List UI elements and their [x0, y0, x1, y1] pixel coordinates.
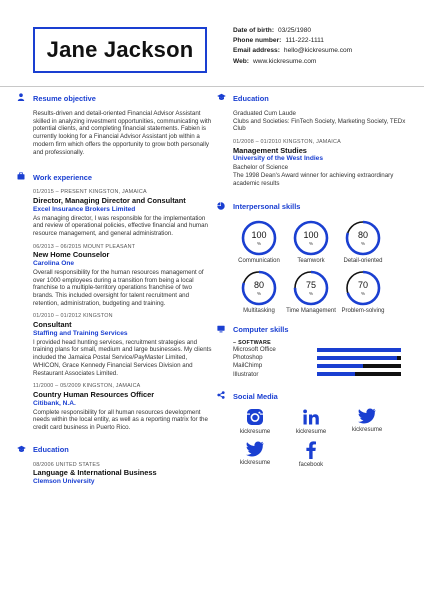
skill-value: 70 — [357, 279, 368, 290]
job-company: Staffing and Training Services — [33, 329, 128, 337]
job-entry — [33, 244, 213, 308]
name-box — [33, 27, 207, 73]
education-meta: 08/2006 UNITED STATES — [33, 461, 100, 468]
computer-skill-name: MailChimp — [233, 362, 263, 370]
job-description: As managing director, I was responsible for the implementation and review of operational policies, effective financial and human resource management, and general administration. — [33, 214, 208, 237]
web-link[interactable]: www.kickresume.com — [253, 57, 317, 65]
computer-skill-row — [233, 362, 417, 370]
computer-skill-name: Microsoft Office — [233, 346, 276, 354]
skill-bar — [317, 364, 401, 368]
skill-bar-fill — [317, 348, 401, 352]
contact-row-web: Web: www.kickresume.com — [233, 57, 317, 65]
education-heading-right: Education — [217, 92, 417, 104]
graduation-cap-icon — [17, 445, 25, 455]
computer-skill-name: Photoshop — [233, 354, 263, 362]
job-company: Excel Insurance Brokers Limited — [33, 205, 136, 213]
twitter-icon — [358, 408, 376, 424]
skill-category: – SOFTWARE — [233, 339, 272, 346]
skill-bar — [317, 348, 401, 352]
computer-skills — [233, 340, 417, 379]
skill-label: Multitasking — [243, 307, 275, 314]
social-heading: Social Media — [217, 390, 417, 402]
education-school: University of the West Indies — [233, 155, 324, 163]
skill-label: Communication — [238, 257, 280, 264]
skill-gauge — [241, 220, 277, 256]
skill-value: 100 — [303, 229, 319, 240]
job-entry — [33, 383, 213, 431]
job-meta: 06/2013 – 06/2015 MOUNT PLEASANT — [33, 243, 136, 250]
skill-gauge — [293, 220, 329, 256]
facebook-icon — [305, 441, 317, 459]
skill-gauge — [345, 220, 381, 256]
social-handle: kickresume — [295, 429, 327, 436]
skill-unit: % — [256, 240, 261, 246]
instagram-icon — [246, 408, 264, 426]
linkedin-icon — [302, 408, 320, 426]
work-list — [33, 189, 213, 431]
share-icon — [217, 391, 225, 401]
interpersonal-skills — [217, 220, 417, 314]
computer-skill-row — [233, 346, 417, 354]
job-description: Overall responsibility for the human resources management of over 1000 employees during a transition from being a local franchise to a multiple-territory operations franchise of two brands. This included oversight for talent recruitment and retention, administration, budgeting and training. — [33, 268, 204, 307]
skill-bar — [317, 372, 401, 376]
job-title: Country Human Resources Officer — [33, 389, 155, 399]
skill-item — [233, 220, 285, 264]
skill-unit: % — [360, 240, 365, 246]
computer-skill-row — [233, 354, 417, 362]
job-company: Citibank, N.A. — [33, 399, 76, 407]
candidate-name: Jane Jackson — [46, 37, 194, 62]
skill-label: Detail-oriented — [343, 257, 383, 264]
job-description: Complete responsibility for all human resources development needs within the local entity, as well as a reporting matrix for the credit card business in Puerto Rico. — [33, 408, 208, 431]
job-title: Director, Managing Director and Consultant — [33, 195, 186, 205]
education-entry — [233, 139, 417, 187]
skill-item — [233, 270, 285, 314]
briefcase-icon — [17, 172, 25, 182]
skill-gauge — [241, 270, 277, 306]
skill-label: Time Management — [286, 307, 336, 314]
social-item-twitter[interactable] — [227, 441, 283, 468]
skill-row — [233, 270, 417, 314]
skill-unit: % — [308, 240, 313, 246]
job-title: New Home Counselor — [33, 250, 110, 260]
social-item-instagram[interactable] — [227, 408, 283, 435]
job-title: Consultant — [33, 320, 72, 330]
contact-row-phone: Phone number: 111-222-1111 — [233, 37, 324, 45]
computer-skill-rows — [233, 346, 417, 379]
person-icon — [17, 93, 25, 103]
skill-item — [285, 220, 337, 264]
skill-gauge — [345, 270, 381, 306]
education-intro: Graduated Cum Laude Clubs and Societies: FinTech Society, Marketing Society, TEDx Club — [233, 110, 406, 133]
header-divider — [0, 86, 424, 87]
social-item-facebook[interactable] — [283, 441, 339, 468]
skill-gauge — [293, 270, 329, 306]
interpersonal-heading: Interpersonal skills — [217, 201, 417, 213]
contact-info — [233, 26, 352, 67]
computer-heading: Computer skills — [217, 324, 417, 336]
skill-value: 75 — [305, 279, 316, 290]
job-entry — [33, 313, 213, 377]
skill-bar — [317, 356, 401, 360]
graduation-cap-icon — [217, 93, 225, 103]
social-handle: facebook — [298, 462, 324, 469]
job-meta: 01/2015 – PRESENT KINGSTON, JAMAICA — [33, 189, 147, 196]
monitor-icon — [217, 325, 225, 335]
skill-unit: % — [360, 290, 365, 296]
skill-value: 100 — [251, 229, 267, 240]
social-item-linkedin[interactable] — [283, 408, 339, 435]
skill-label: Teamwork — [297, 257, 325, 264]
education-school: Clemson University — [33, 477, 95, 485]
objective-heading: Resume objective — [17, 92, 213, 104]
education-heading-left: Education — [17, 444, 213, 456]
skill-bar-fill — [317, 356, 397, 360]
skill-row — [233, 220, 417, 264]
education-title: Language & International Business — [33, 468, 157, 478]
objective-text: Results-driven and detail-oriented Financial Advisor Assistant skilled in analyzing investment opportunities, communicating with potential clients, and completing financial statements. Fabien is currently looking for a Financial Advisor Assistant job within a modern firm which offers the opportunity to grow both personally and professionally. — [33, 110, 212, 156]
job-meta: 01/2010 – 01/2012 KINGSTON — [33, 313, 113, 320]
education-title: Management Studies — [233, 145, 307, 155]
social-handle: kickresume — [351, 427, 383, 434]
work-heading: Work experience — [17, 171, 213, 183]
right-column — [217, 92, 417, 474]
skill-item — [337, 270, 389, 314]
skill-value: 80 — [253, 279, 264, 290]
social-handle: kickresume — [239, 460, 271, 467]
computer-skill-row — [233, 370, 417, 378]
left-column — [17, 92, 213, 486]
skill-item — [337, 220, 389, 264]
social-handle: kickresume — [239, 429, 271, 436]
education-meta: 01/2008 – 01/2010 KINGSTON, JAMAICA — [233, 139, 341, 146]
twitter-icon — [246, 441, 264, 457]
social-item-twitter[interactable] — [339, 408, 395, 435]
email-link[interactable]: hello@kickresume.com — [283, 47, 353, 55]
pie-chart-icon — [217, 202, 225, 212]
job-entry — [33, 189, 213, 237]
skill-bar-fill — [317, 372, 355, 376]
contact-row-email: Email address: hello@kickresume.com — [233, 47, 353, 55]
skill-value: 80 — [357, 229, 368, 240]
skill-unit: % — [308, 290, 313, 296]
education-list-left — [33, 462, 213, 486]
job-company: Carolina One — [33, 259, 75, 267]
skill-unit: % — [256, 290, 261, 296]
social-media-list — [227, 408, 407, 474]
job-meta: 11/2000 – 05/2009 KINGSTON, JAMAICA — [33, 383, 141, 390]
skill-bar-fill — [317, 364, 363, 368]
computer-skill-name: Illustrator — [233, 370, 259, 378]
skill-item — [285, 270, 337, 314]
job-description: I provided head hunting services, recruitment strategies and training plans for small, medium and large businesses. My clients included the Jamaica Postal Service/PayMaster Limited, WHICON, Grace Kennedy Financial Services Division and Restaurant Associates Limited. — [33, 338, 212, 377]
contact-row-dob: Date of birth: 03/25/1980 — [233, 27, 312, 34]
education-details: Bachelor of Science The 1998 Dean's Award winner for achieving extraordinary academic results — [233, 164, 394, 187]
skill-label: Problem-solving — [341, 307, 385, 314]
